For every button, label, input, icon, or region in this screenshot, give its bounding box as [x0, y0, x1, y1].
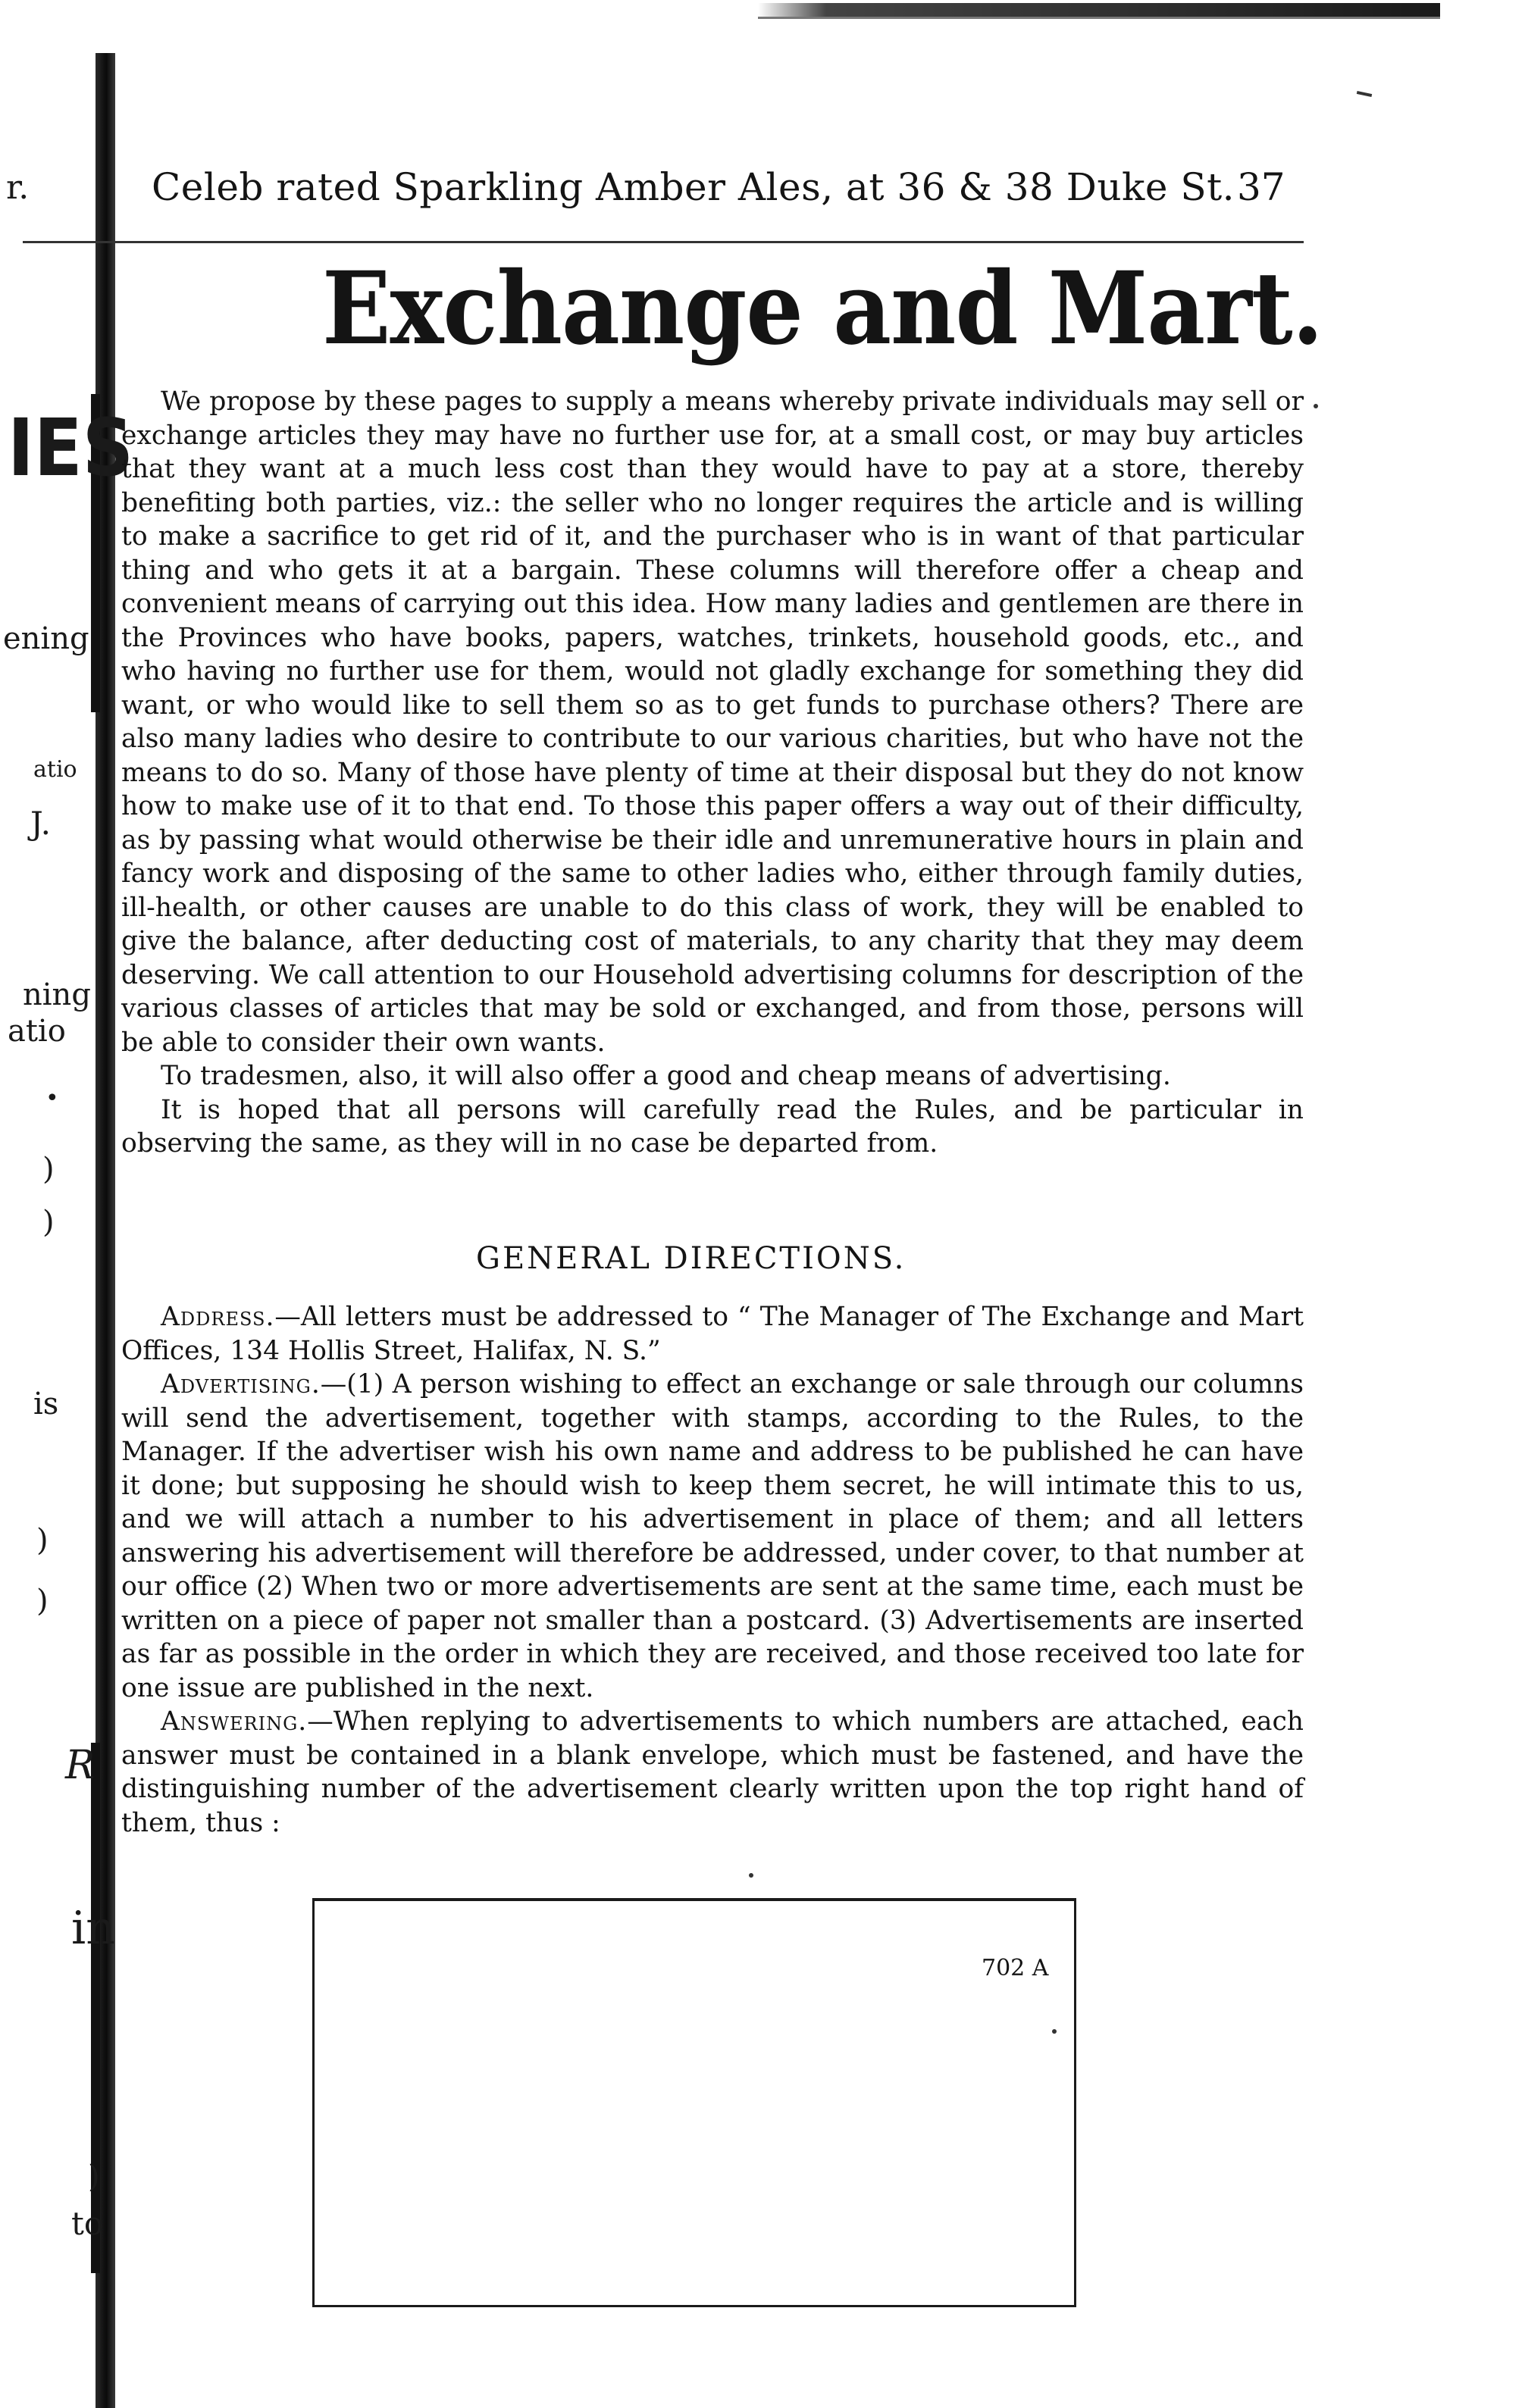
direction-label: Answering. — [161, 1706, 308, 1737]
margin-fragment: ening — [3, 621, 89, 656]
margin-fragment: IES — [8, 402, 134, 494]
envelope-number: 702 A — [982, 1955, 1049, 1981]
general-directions — [121, 1300, 1304, 1840]
margin-fragment: R — [65, 1743, 96, 1788]
header-rule — [23, 241, 1304, 243]
direction-label: Advertising. — [161, 1369, 321, 1399]
ink-dot — [749, 1873, 753, 1878]
intro-paragraph: We propose by these pages to supply a means whereby private individuals may sell or exchange articles they may have no further use for, at a small cost, or may buy articles that they want at a much less cost than they would have to pay at a store, thereby benefiting both parties, viz.: the seller who no longer requires the article and is willing to make a sacrifice to get rid of it, and the purchaser who is in want of that particular thing and who gets it at a bargain. These columns will therefore offer a cheap and convenient means of carrying out this idea. How many ladies and gentlemen are there in the Provinces who have books, papers, watches, trinkets, household goods, etc., and who having no further use for them, would not gladly exchange for something they did want, or who would like to sell them so as to get funds to purchase others? There are also many ladies who desire to contribute to our various charities, but who have not the means to do so. Many of those have plenty of time at their disposal but they do not know how to make use of it to that end. To those this paper offers a way out of their difficulty, as by passing what would otherwise be their idle and unremunerative hours in plain and fancy work and disposing of the same to other ladies who, either through family duties, ill-health, or other causes are unable to do this class of work, they will be enabled to give the balance, after deducting cost of materials, to any charity that they may deem deserving. We call attention to our Household advertising columns for description of the various classes of articles that may be sold or exchanged, and from those, persons will be able to consider their own wants. — [121, 386, 1304, 1058]
running-head: Celeb rated Sparkling Amber Ales, at 36 & 38 Duke St. — [152, 165, 1235, 209]
margin-fragment: ) — [42, 1152, 55, 1187]
direction-text: —When replying to advertisements to which numbers are attached, each answer must be contained in a blank envelope, which must be fastened, and have the distinguishing number of the advertisement clearly written upon the top right hand of them, thus : — [121, 1706, 1304, 1838]
direction-address — [121, 1300, 1304, 1368]
margin-fragment: ) — [42, 1205, 55, 1240]
margin-fragment: • — [45, 1085, 59, 1112]
direction-label: Address. — [161, 1302, 275, 1332]
ink-dot — [1314, 404, 1318, 408]
page-number: 37 — [1237, 165, 1285, 209]
top-rule-thin — [758, 17, 1440, 19]
margin-fragment: J. — [30, 805, 51, 842]
page-title: Exchange and Mart. — [322, 250, 1323, 367]
top-rule — [758, 3, 1440, 17]
margin-fragment: ) — [36, 1523, 49, 1558]
margin-fragment: to — [71, 2205, 104, 2242]
margin-fragment: ) — [88, 2159, 100, 2194]
ink-mark — [1357, 91, 1372, 97]
margin-fragment: r. — [6, 168, 30, 207]
direction-text: —(1) A person wishing to effect an exchange or sale through our columns will send the advertisement, together with stamps, according to the Rules, to the Manager. If the advertiser wish his own name and address to be published he can have it done; but supposing he should wish to keep them secret, he will intimate this to us, and we will attach a number to his advertisement in place of them; and all letters answering his advertisement will therefore be addressed, under cover, to that number at our office (2) When two or more advertisements are sent at the same time, each must be written on a piece of paper not smaller than a postcard. (3) Advertisements are inserted as far as possible in the order in which they are received, and those received too late for one issue are published in the next. — [121, 1369, 1304, 1703]
intro-paragraph: To tradesmen, also, it will also offer a good and cheap means of advertising. — [161, 1061, 1171, 1091]
margin-fragment: ) — [36, 1584, 49, 1618]
margin-fragment: is — [33, 1387, 59, 1421]
intro-text — [121, 385, 1304, 1161]
intro-paragraph: It is hoped that all persons will carefully read the Rules, and be particular in observing the same, as they will in no case be departed from. — [121, 1094, 1304, 1159]
ink-dot — [1052, 2029, 1057, 2034]
envelope-diagram — [312, 1898, 1076, 2307]
direction-advertising — [121, 1368, 1304, 1705]
margin-fragment: ning — [23, 977, 91, 1012]
margin-fragment: atio — [33, 756, 77, 783]
direction-answering — [121, 1705, 1304, 1840]
margin-fragment: atio — [8, 1014, 66, 1049]
direction-text: —All letters must be addressed to “ The Manager of The Exchange and Mart Offices, 134 Hollis Street, Halifax, N. S.” — [121, 1302, 1304, 1366]
margin-fragment: in — [71, 1902, 115, 1955]
section-heading: GENERAL DIRECTIONS. — [476, 1241, 907, 1276]
